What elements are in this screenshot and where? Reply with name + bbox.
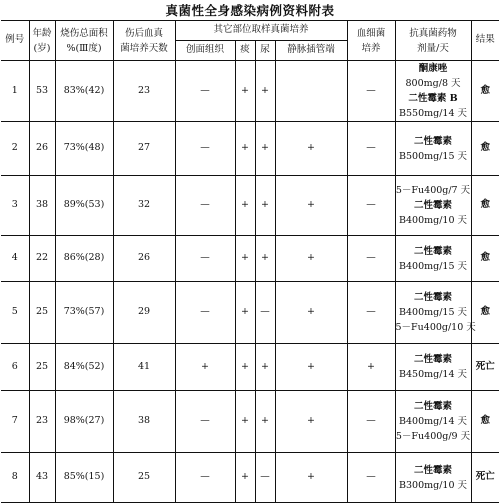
cell-burn-area: 84%(52) <box>55 344 113 391</box>
cell-age: 53 <box>29 61 55 122</box>
cell-urine: + <box>255 61 275 122</box>
cell-blood-bacteria: + <box>347 344 395 391</box>
drug-line: B550mg/14 天 <box>399 108 468 119</box>
header-age: 年龄 (岁) <box>29 21 55 61</box>
cell-case-no: 1 <box>11 84 18 96</box>
header-outcome: 结果 <box>471 21 499 61</box>
cell-antifungal <box>395 61 471 122</box>
table-row <box>1 61 499 122</box>
drug-line: B400mg/10 天 <box>399 215 468 226</box>
cell-days: 38 <box>113 391 175 453</box>
cell-blood-bacteria: — <box>347 282 395 344</box>
cell-wound: — <box>175 391 235 453</box>
cell-sputum: + <box>235 391 255 453</box>
table-row <box>1 453 499 503</box>
cell-outcome: 死亡 <box>471 344 499 391</box>
cell-catheter: + <box>275 453 347 503</box>
cell-blood-bacteria: — <box>347 122 395 176</box>
cell-urine: — <box>255 282 275 344</box>
cell-days: 32 <box>113 176 175 236</box>
cell-urine: + <box>255 122 275 176</box>
cell-wound: + <box>175 344 235 391</box>
cell-age: 26 <box>29 122 55 176</box>
drug-line: B300mg/10 天 <box>399 479 468 491</box>
cell-antifungal <box>395 122 471 176</box>
table-row <box>1 282 499 344</box>
cell-burn-area: 98%(27) <box>55 391 113 453</box>
cell-days: 25 <box>113 453 175 503</box>
cell-antifungal <box>395 236 471 282</box>
case-table <box>1 20 499 503</box>
cell-outcome: 死亡 <box>471 453 499 503</box>
drug-line: 二性霉素 B <box>408 93 458 104</box>
cell-sputum: + <box>235 61 255 122</box>
cell-catheter: + <box>275 236 347 282</box>
cell-antifungal <box>395 344 471 391</box>
drug-line: 酮康唑 <box>418 63 448 74</box>
cell-blood-bacteria: — <box>347 236 395 282</box>
drug-line: 800mg/8 天 <box>405 78 461 89</box>
cell-burn-area: 73%(48) <box>55 122 113 176</box>
header-antifungal: 抗真菌药物 剂量/天 <box>395 21 471 61</box>
drug-line: 二性霉素 <box>414 464 453 476</box>
cell-blood-bacteria: — <box>347 391 395 453</box>
cell-blood-bacteria: — <box>347 61 395 122</box>
table-row <box>1 176 499 236</box>
header-burn-area: 烧伤总面积 %(Ⅲ度) <box>55 21 113 61</box>
cell-burn-area: 86%(28) <box>55 236 113 282</box>
cell-wound: — <box>175 122 235 176</box>
drug-line: 二性霉素 <box>414 200 453 211</box>
cell-sputum: + <box>235 176 255 236</box>
table-row <box>1 391 499 453</box>
cell-antifungal <box>395 176 471 236</box>
cell-outcome: 愈 <box>471 391 499 453</box>
cell-wound: — <box>175 236 235 282</box>
cell-age: 23 <box>29 391 55 453</box>
drug-line: 二性霉素 <box>414 245 453 257</box>
cell-urine: — <box>255 453 275 503</box>
header-sputum: 痰 <box>235 41 255 61</box>
cell-case-no: 6 <box>1 344 29 391</box>
cell-case-no: 4 <box>1 236 29 282</box>
header-case-no: 例号 <box>1 21 29 61</box>
cell-wound: — <box>175 61 235 122</box>
cell-burn-area: 85%(15) <box>55 453 113 503</box>
cell-days: 41 <box>113 344 175 391</box>
cell-wound: — <box>175 453 235 503</box>
cell-blood-bacteria: — <box>347 176 395 236</box>
header-catheter: 静脉插管端 <box>275 41 347 61</box>
cell-antifungal <box>395 282 476 344</box>
cell-sputum: + <box>235 344 255 391</box>
cell-outcome: 愈 <box>471 236 499 282</box>
drug-line: 二性霉素 <box>414 135 453 147</box>
header-days: 伤后血真 菌培养天数 <box>113 21 175 61</box>
drug-line: 二性霉素 <box>414 354 453 365</box>
cell-days: 29 <box>113 282 175 344</box>
cell-sputum: + <box>235 282 255 344</box>
cell-catheter <box>275 61 347 122</box>
cell-blood-bacteria: — <box>347 453 395 503</box>
table-row <box>1 236 499 282</box>
header-urine: 尿 <box>255 41 275 61</box>
cell-antifungal <box>395 453 471 503</box>
cell-burn-area: 73%(57) <box>55 282 113 344</box>
cell-case-no: 2 <box>1 122 29 176</box>
cell-days: 26 <box>113 236 175 282</box>
drug-line: 5－Fu400g/7 天 <box>395 185 471 196</box>
cell-case-no: 8 <box>1 453 29 503</box>
cell-sputum: + <box>235 453 255 503</box>
cell-age: 22 <box>29 236 55 282</box>
cell-urine: + <box>255 176 275 236</box>
cell-age: 43 <box>29 453 55 503</box>
drug-line: B400mg/15 天 <box>399 307 468 318</box>
table-row <box>1 344 499 391</box>
drug-line: B400mg/14 天 <box>399 416 468 427</box>
cell-catheter: + <box>275 344 347 391</box>
cell-catheter: + <box>275 176 347 236</box>
cell-age: 25 <box>29 344 55 391</box>
cell-sputum: + <box>235 236 255 282</box>
cell-sputum: + <box>235 122 255 176</box>
cell-catheter: + <box>275 391 347 453</box>
drug-line: B400mg/15 天 <box>399 260 468 272</box>
cell-case-no: 3 <box>1 176 29 236</box>
drug-line: 二性霉素 <box>414 292 453 303</box>
cell-urine: + <box>255 391 275 453</box>
cell-age: 38 <box>29 176 55 236</box>
cell-outcome: 愈 <box>471 122 499 176</box>
cell-wound: — <box>175 176 235 236</box>
cell-burn-area: 83%(42) <box>55 61 113 122</box>
cell-case-no: 5 <box>1 282 29 344</box>
drug-line: B500mg/15 天 <box>399 150 468 162</box>
header-wound: 创面组织 <box>175 41 235 61</box>
cell-days: 27 <box>113 122 175 176</box>
drug-line: 5－Fu400g/10 天 <box>395 322 476 333</box>
cell-outcome: 愈 <box>471 282 499 344</box>
header-blood-bacteria: 血细菌 培养 <box>347 21 395 61</box>
cell-wound: — <box>175 282 235 344</box>
cell-days: 23 <box>113 61 175 122</box>
drug-line: B450mg/14 天 <box>399 369 468 380</box>
table-title: 真菌性全身感染病例资料附表 <box>165 3 335 18</box>
cell-burn-area: 89%(53) <box>55 176 113 236</box>
drug-line: 5－Fu400g/9 天 <box>395 431 471 442</box>
cell-outcome: 愈 <box>471 176 499 236</box>
cell-catheter: + <box>275 122 347 176</box>
cell-outcome: 愈 <box>471 61 499 122</box>
cell-urine: + <box>255 344 275 391</box>
drug-line: 二性霉素 <box>414 401 453 412</box>
cell-catheter: + <box>275 282 347 344</box>
cell-age: 25 <box>29 282 55 344</box>
cell-case-no: 7 <box>1 391 29 453</box>
cell-urine: + <box>255 236 275 282</box>
table-row <box>1 122 499 176</box>
cell-antifungal <box>395 391 471 453</box>
header-other-sites: 其它部位取样真菌培养 <box>175 21 347 41</box>
